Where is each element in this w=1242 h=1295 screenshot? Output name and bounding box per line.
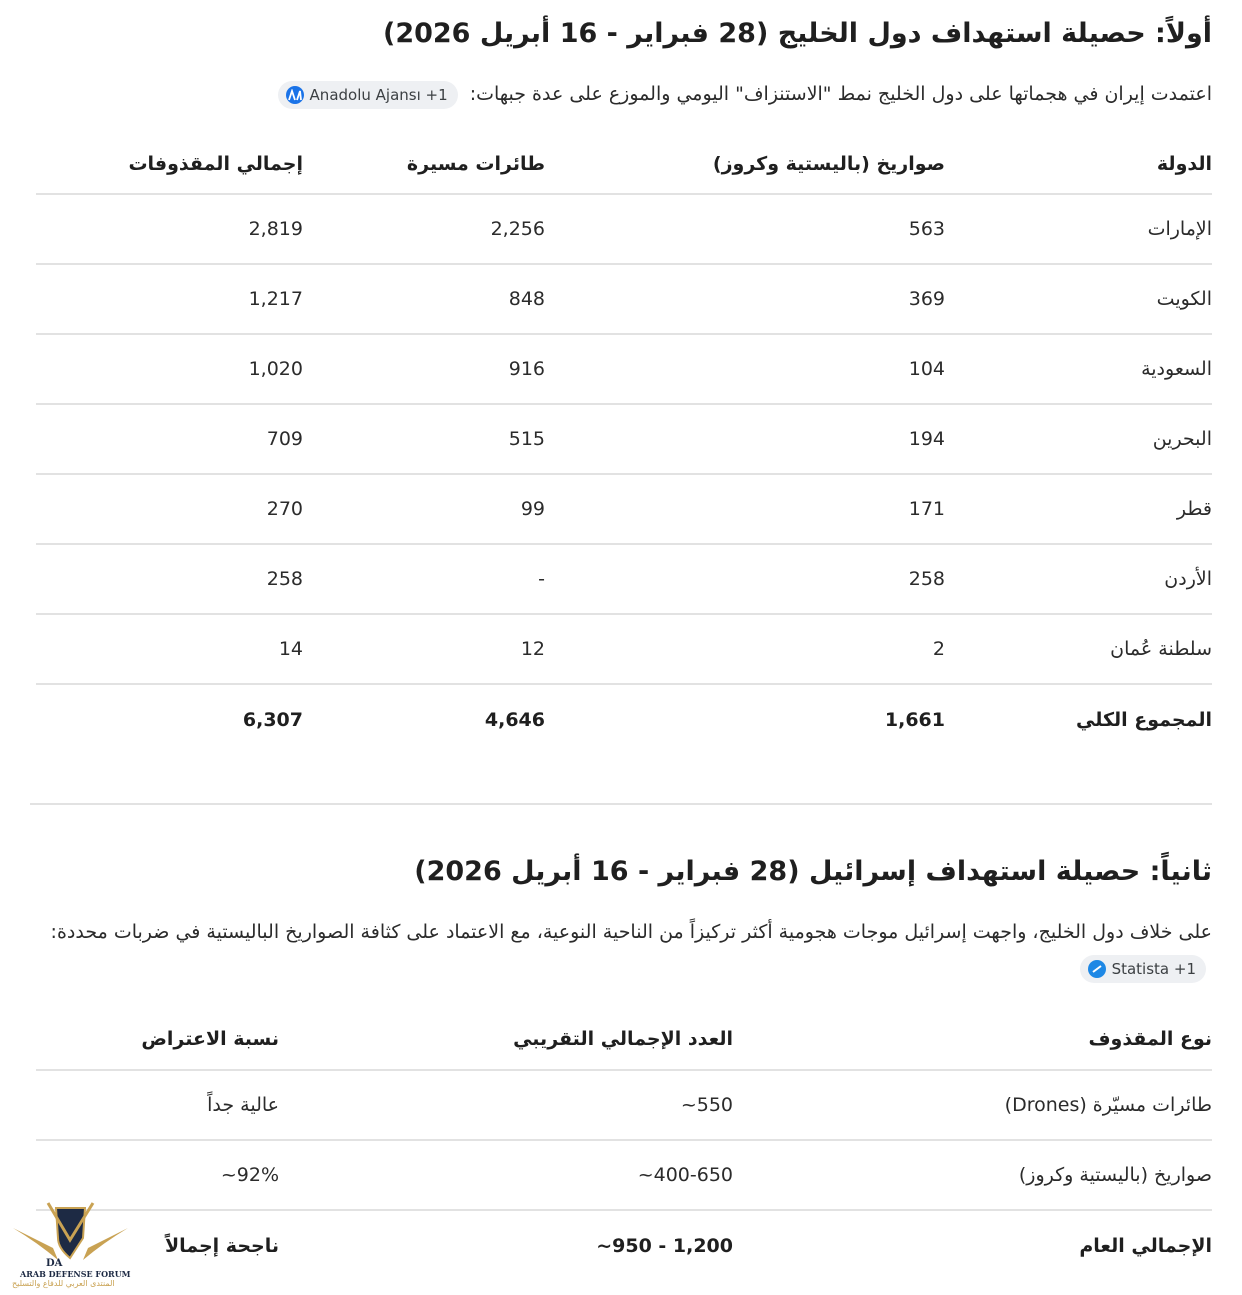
table-row xyxy=(36,1070,1212,1140)
table-row xyxy=(36,1140,1212,1210)
table-cell: الأردن xyxy=(970,544,1212,614)
table-row xyxy=(36,334,1212,404)
table-cell: ~550 xyxy=(279,1070,755,1140)
section-divider xyxy=(30,803,1212,805)
arab-defense-forum-logo xyxy=(8,1198,133,1293)
israel-table xyxy=(36,1008,1212,1280)
table-cell: 1,020 xyxy=(36,334,303,404)
table-cell: صواريخ (باليستية وكروز) xyxy=(755,1140,1212,1210)
table-row xyxy=(36,264,1212,334)
col-header-missiles: صواريخ (باليستية وكروز) xyxy=(712,152,945,175)
table-cell: 2 xyxy=(545,614,970,684)
table-cell: الإجمالي العام xyxy=(755,1210,1212,1280)
section1-intro-text: اعتمدت إيران في هجماتها على دول الخليج نمط "الاستنزاف" اليومي والموزع على عدة جبهات: xyxy=(469,83,1212,105)
table-cell: 104 xyxy=(545,334,970,404)
table-cell: 99 xyxy=(303,474,545,544)
table-header-row xyxy=(36,1008,1212,1070)
table-total-row xyxy=(36,684,1212,754)
table-cell: 2,256 xyxy=(303,194,545,264)
table-cell: 916 xyxy=(303,334,545,404)
table-cell: 1,217 xyxy=(36,264,303,334)
table-cell: سلطنة عُمان xyxy=(970,614,1212,684)
col-header-interception-rate: نسبة الاعتراض xyxy=(141,1027,279,1050)
table-cell: 563 xyxy=(545,194,970,264)
statista-logo-icon xyxy=(1088,960,1106,978)
table-row xyxy=(36,404,1212,474)
source-chip-label: Anadolu Ajansı +1 xyxy=(309,85,448,104)
table-cell: 709 xyxy=(36,404,303,474)
source-chip-anadolu[interactable] xyxy=(278,81,458,109)
logo-name-en: ARAB DEFENSE FORUM xyxy=(20,1269,131,1279)
table-cell: 270 xyxy=(36,474,303,544)
section2-intro xyxy=(30,914,1212,986)
table-header-row xyxy=(36,134,1212,194)
table-cell: عالية جداً xyxy=(36,1070,279,1140)
section1-heading: أولاً: حصيلة استهداف دول الخليج (28 فبراير - 16 أبريل 2026) xyxy=(382,18,1212,49)
table-cell: السعودية xyxy=(970,334,1212,404)
gulf-table xyxy=(36,134,1212,754)
table-cell: ~400-650 xyxy=(279,1140,755,1210)
aa-logo-icon xyxy=(286,86,304,104)
table-cell: 369 xyxy=(545,264,970,334)
table-cell: الإمارات xyxy=(970,194,1212,264)
table-cell: 1,661 xyxy=(545,684,970,754)
table-row xyxy=(36,614,1212,684)
table-cell: ~92% xyxy=(36,1140,279,1210)
table-cell: 258 xyxy=(545,544,970,614)
table-cell: ~950 - 1,200 xyxy=(279,1210,755,1280)
table-cell: 4,646 xyxy=(303,684,545,754)
table-row xyxy=(36,194,1212,264)
table-cell: 194 xyxy=(545,404,970,474)
table-cell: المجموع الكلي xyxy=(970,684,1212,754)
col-header-total: إجمالي المقذوفات xyxy=(128,152,303,175)
table-cell: 171 xyxy=(545,474,970,544)
col-header-drones: طائرات مسيرة xyxy=(406,152,545,175)
table-cell: 848 xyxy=(303,264,545,334)
col-header-projectile-type: نوع المقذوف xyxy=(1088,1027,1212,1050)
col-header-country: الدولة xyxy=(1156,152,1212,175)
table-cell: 2,819 xyxy=(36,194,303,264)
section1-intro xyxy=(278,76,1212,112)
col-header-approx-total: العدد الإجمالي التقريبي xyxy=(513,1027,733,1050)
logo-initials: DA xyxy=(46,1258,63,1269)
table-cell: قطر xyxy=(970,474,1212,544)
table-cell: الكويت xyxy=(970,264,1212,334)
table-total-row xyxy=(36,1210,1212,1280)
section2-heading: ثانياً: حصيلة استهداف إسرائيل (28 فبراير - 16 أبريل 2026) xyxy=(414,856,1212,887)
table-cell: 515 xyxy=(303,404,545,474)
source-chip-label: Statista +1 xyxy=(1111,959,1196,978)
table-cell: ناجحة إجمالاً xyxy=(36,1210,279,1280)
source-chip-statista[interactable] xyxy=(1080,955,1206,983)
table-row xyxy=(36,544,1212,614)
table-cell: 14 xyxy=(36,614,303,684)
table-cell: 6,307 xyxy=(36,684,303,754)
table-cell: 12 xyxy=(303,614,545,684)
table-cell: طائرات مسيّرة (Drones) xyxy=(755,1070,1212,1140)
table-cell: - xyxy=(303,544,545,614)
table-row xyxy=(36,474,1212,544)
table-cell: 258 xyxy=(36,544,303,614)
logo-name-ar: المنتدى العربي للدفاع والتسليح xyxy=(12,1279,115,1288)
table-cell: البحرين xyxy=(970,404,1212,474)
section2-intro-text: على خلاف دول الخليج، واجهت إسرائيل موجات هجومية أكثر تركيزاً من الناحية النوعية، مع الاعتماد على كثافة الصواريخ الباليستية في ضربات محددة: xyxy=(50,921,1212,943)
